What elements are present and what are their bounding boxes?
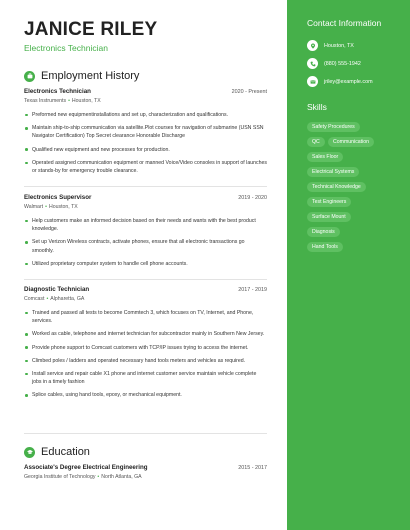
divider: [24, 279, 267, 280]
resume-sidebar: [287, 0, 410, 530]
job-header: [24, 87, 267, 97]
contact-item-email: [307, 75, 373, 88]
separator-dot: •: [68, 98, 70, 104]
job-location: Houston, TX: [48, 204, 78, 210]
job-company-line: [24, 204, 267, 211]
job-bullets: [24, 217, 267, 268]
bullet-item: Trained and passed all tests to become Commtech 3, which focuses on TV, Internet, and Phone, services.: [24, 309, 267, 325]
bullet-item: Preformed new equipmentinstallations and set up, characterization and qualifications.: [24, 111, 267, 119]
contact-heading: Contact Information: [307, 18, 382, 28]
email-icon: [307, 76, 318, 87]
briefcase-icon: [24, 71, 35, 82]
job-title: Electronics Technician: [24, 88, 91, 95]
education-heading-label: Education: [41, 446, 90, 458]
job-entry: [24, 193, 267, 268]
graduation-cap-icon: [24, 447, 35, 458]
bullet-item: Maintain ship-to-ship communication via satellite.Plot courses for navigation of submarine (USN SSN Navigator Certification) Top Secret clearance Honorable Discharge: [24, 124, 267, 140]
employment-heading: [24, 70, 139, 82]
degree: Associate's Degree Electrical Engineering: [24, 464, 148, 471]
job-location: Houston, TX: [71, 98, 101, 104]
bullet-item: Help customers make an informed decision based on their needs and wants with the best product knowledge.: [24, 217, 267, 233]
bullet-item: Qualified new equipment and new processes for production.: [24, 146, 267, 154]
job-header: [24, 285, 267, 295]
bullet-item: Splice cables, using hand tools, epoxy, or mechanical equipment.: [24, 391, 267, 399]
separator-dot: •: [45, 204, 47, 210]
job-dates: 2020 - Present: [231, 89, 267, 95]
school-name: Georgia Institute of Technology: [24, 474, 96, 480]
job-company: Walmart: [24, 204, 44, 210]
skill-pill: Electrical Systems: [307, 167, 359, 177]
bullet-item: Operated assigned communication equipment or manned Voice/Video consoles in support of launches or stands-by for emergency trouble clearance.: [24, 159, 267, 175]
skill-pill: Diagnosis: [307, 227, 340, 237]
skill-pill: QC: [307, 137, 325, 147]
job-company: Texas Instruments: [24, 98, 67, 104]
skill-pill: Sales Floor: [307, 152, 343, 162]
divider: [24, 433, 267, 434]
job-title: Diagnostic Technician: [24, 286, 90, 293]
resume-header: [24, 20, 269, 54]
contact-item-location: [307, 39, 354, 52]
candidate-name: JANICE RILEY: [24, 19, 158, 40]
bullet-item: Utilized proprietary computer system to handle cell phone accounts.: [24, 260, 267, 268]
bullet-item: Climbed poles / ladders and operated necessary hand tools meters and vehicles as required.: [24, 357, 267, 365]
contact-email: jriley@example.com: [324, 78, 373, 85]
skill-pill: Surface Mount: [307, 212, 351, 222]
skill-pill: Communication: [328, 137, 374, 147]
skill-pill: Technical Knowledge: [307, 182, 366, 192]
job-title: Electronics Supervisor: [24, 194, 92, 201]
divider: [24, 186, 267, 187]
education-heading: [24, 446, 90, 458]
job-location: Alpharetta, GA: [50, 296, 85, 302]
job-entry: [24, 87, 267, 175]
school-location: North Atlanta, GA: [101, 474, 142, 480]
education-dates: 2015 - 2017: [238, 465, 267, 471]
skill-pill: Test Engineers: [307, 197, 351, 207]
job-company-line: [24, 98, 267, 105]
education-entry: [24, 463, 267, 481]
bullet-item: Install service and repair cable X1 phone and internet customer service maintain vehicle complete jobs in a timely fashion: [24, 370, 267, 386]
candidate-title: Electronics Technician: [24, 43, 108, 53]
bullet-item: Provide phone support to Comcast customers with TCP/IP issues trying to access the internet.: [24, 344, 267, 352]
skill-pill: Safety Procedures: [307, 122, 360, 132]
job-bullets: [24, 309, 267, 400]
separator-dot: •: [97, 474, 100, 480]
employment-heading-label: Employment History: [41, 70, 140, 82]
education-school-line: [24, 474, 267, 481]
bullet-item: Set up Verizon Wireless contracts, activate phones, ensure that all electronic transactions go smoothly.: [24, 238, 267, 254]
separator-dot: •: [46, 296, 49, 302]
skills-heading: Skills: [307, 102, 327, 112]
contact-phone: (880) 555-1942: [324, 60, 361, 67]
location-pin-icon: [307, 40, 318, 51]
phone-icon: [307, 58, 318, 69]
job-company: Comcast: [24, 296, 45, 302]
education-header: [24, 463, 267, 473]
job-bullets: [24, 111, 267, 175]
job-dates: 2017 - 2019: [238, 287, 267, 293]
skill-pill: Hand Tools: [307, 242, 343, 252]
bullet-item: Worked as cable, telephone and internet technician for subcontractor mainly in Southern New Jersey.: [24, 330, 267, 338]
job-header: [24, 193, 267, 203]
contact-location: Houston, TX: [324, 42, 354, 49]
job-dates: 2019 - 2020: [238, 195, 267, 201]
job-company-line: [24, 296, 267, 303]
job-entry: [24, 285, 267, 400]
contact-item-phone: [307, 57, 361, 70]
